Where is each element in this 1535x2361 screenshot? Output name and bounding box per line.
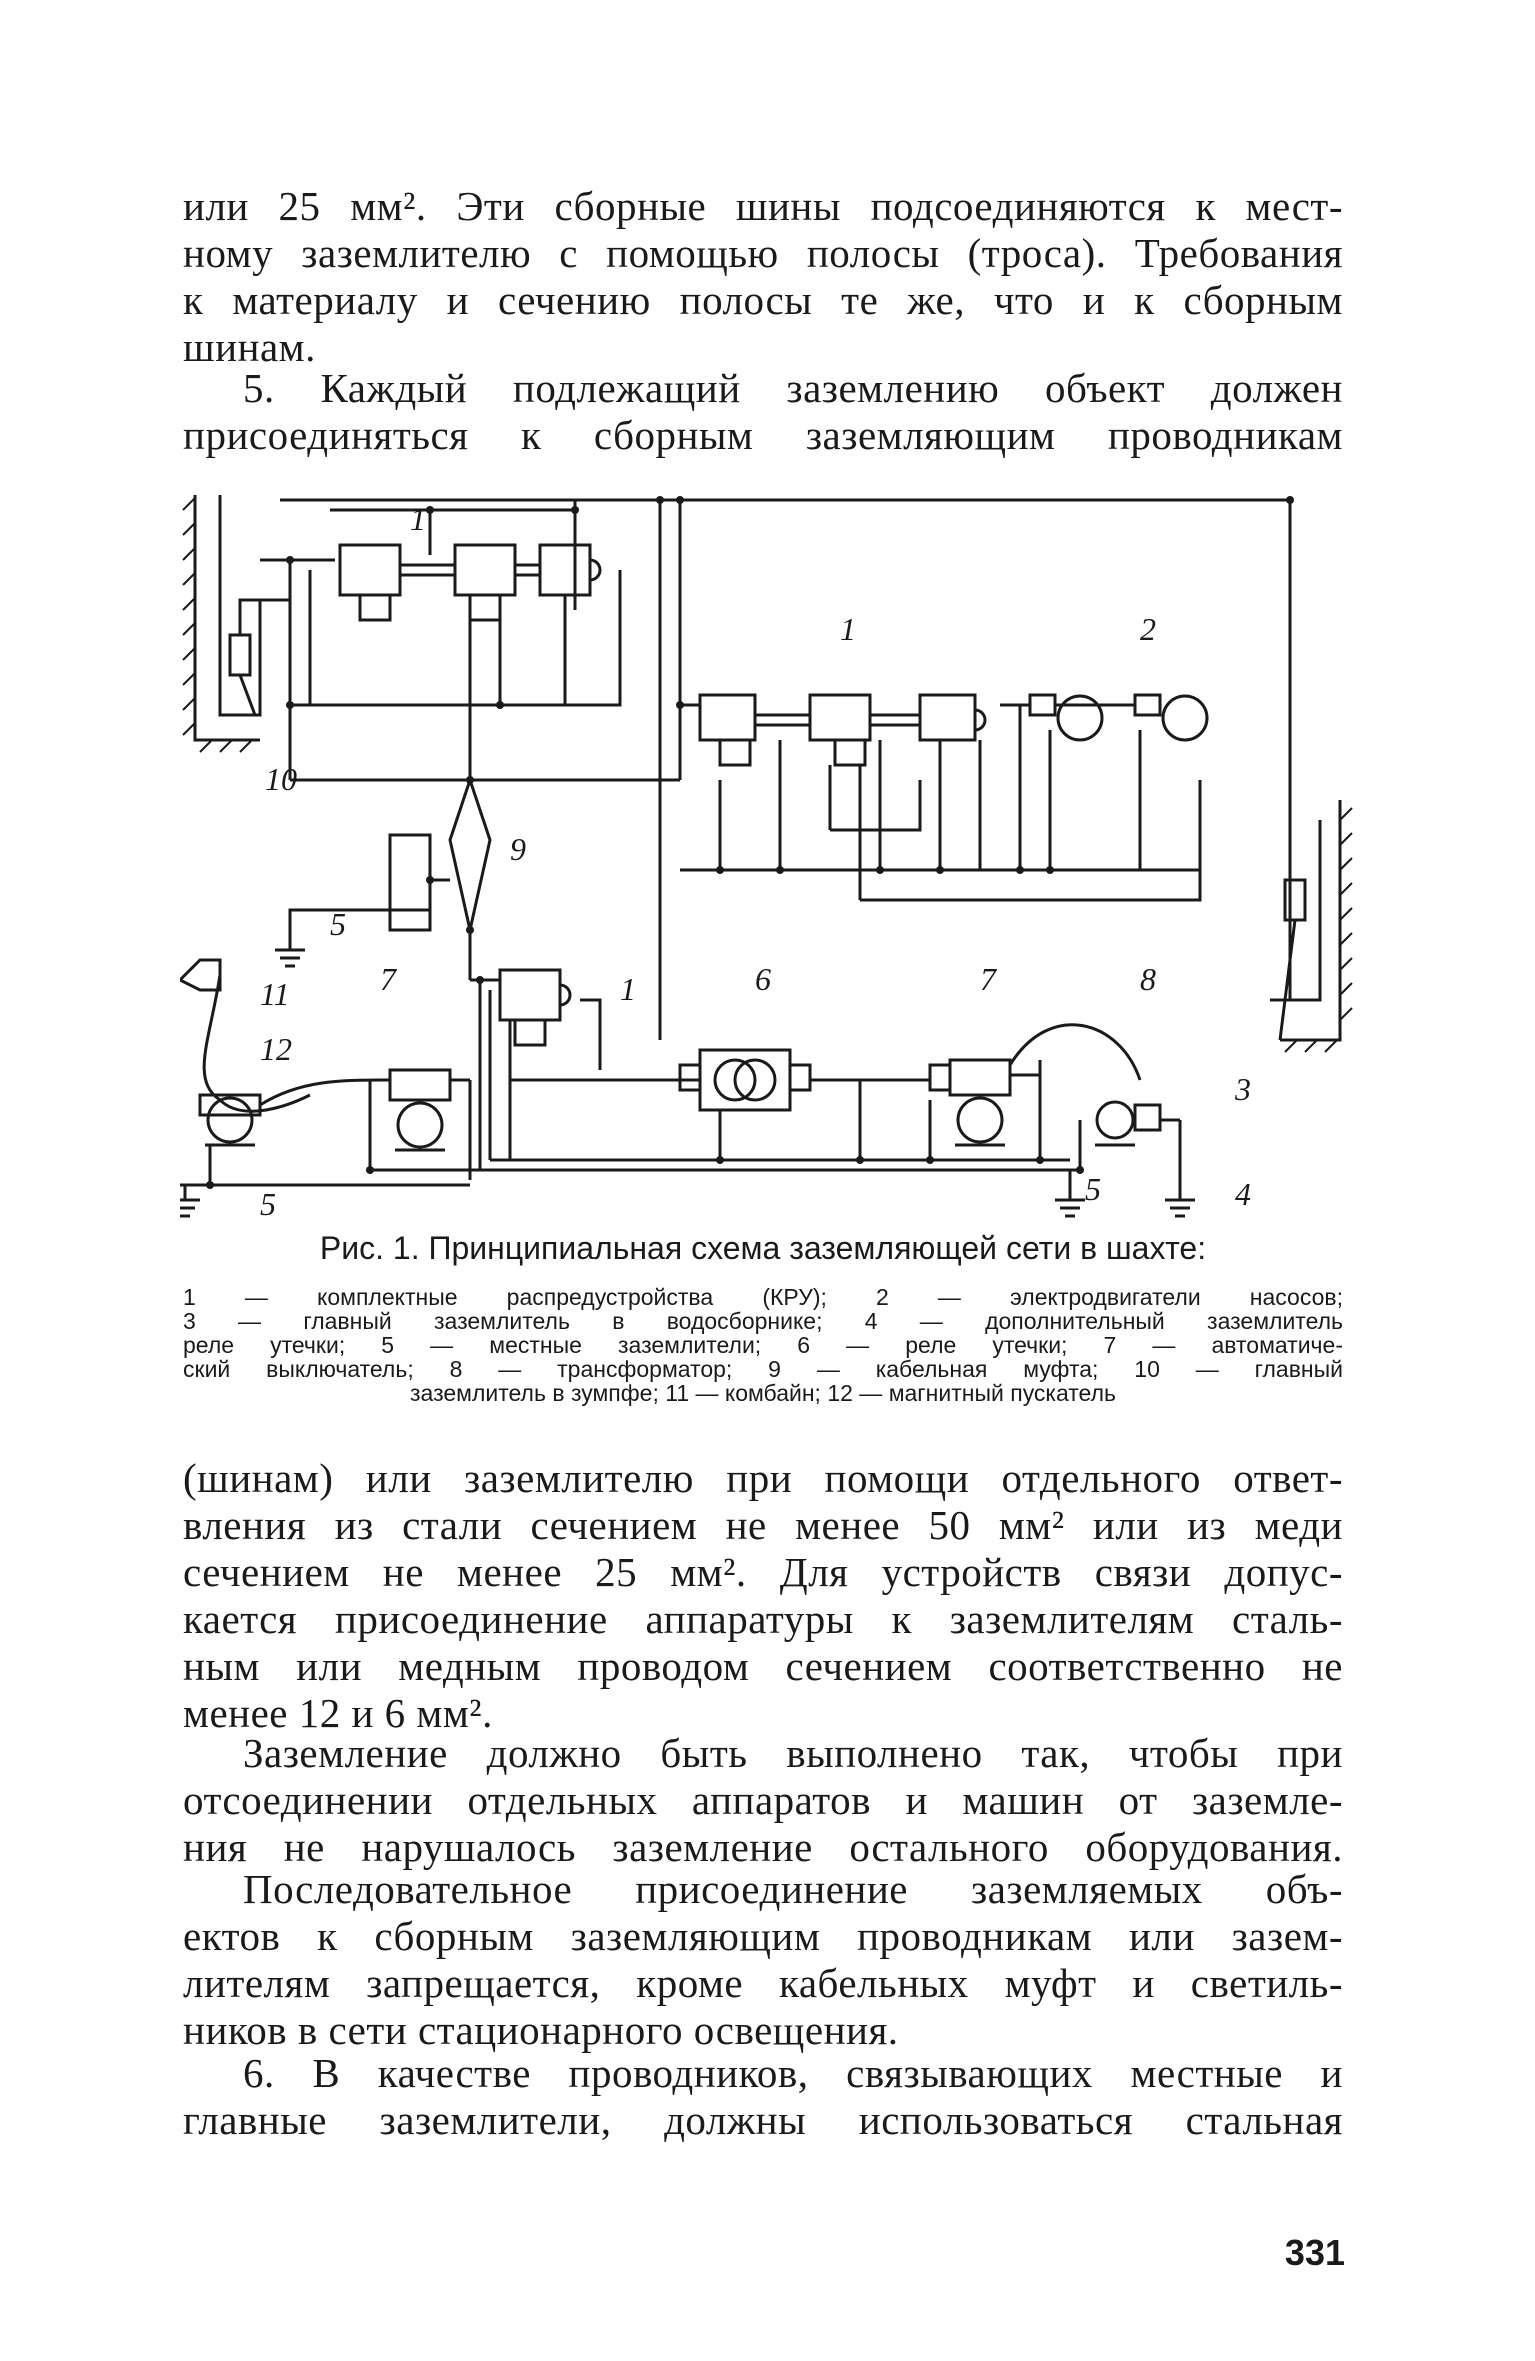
paragraph-5 bbox=[183, 1866, 1343, 2054]
label-6: 6 bbox=[755, 961, 771, 997]
legend-line: заземлитель в зумпфе; 11 — комбайн; 12 — магнитный пускатель bbox=[410, 1380, 1116, 1406]
text-line: (шинам) или заземлителю при помощи отдельного ответ- bbox=[183, 1455, 1343, 1501]
text-line: вления из стали сечением не менее 50 мм² или из меди bbox=[183, 1502, 1343, 1548]
label-7: 7 bbox=[980, 961, 996, 997]
label-12: 12 bbox=[260, 1031, 292, 1067]
text-line: присоединяться к сборным заземляющим проводникам bbox=[183, 412, 1343, 458]
text-line: менее 12 и 6 мм². bbox=[183, 1690, 493, 1736]
label-1: 1 bbox=[620, 971, 636, 1007]
figure-legend bbox=[183, 1285, 1343, 1405]
legend-line: ский выключатель; 8 — трансформатор; 9 — кабельная муфта; 10 — главный bbox=[183, 1356, 1343, 1382]
text-line: 6. В качестве проводников, связывающих местные и bbox=[243, 2050, 1343, 2096]
text-line: кается присоединение аппаратуры к заземлителям сталь- bbox=[183, 1596, 1343, 1642]
text-line: лителям запрещается, кроме кабельных муфт и светиль- bbox=[183, 1960, 1343, 2006]
label-3: 3 bbox=[1235, 1071, 1251, 1107]
label-5: 5 bbox=[330, 906, 346, 942]
text-line: сечением не менее 25 мм². Для устройств связи допус- bbox=[183, 1549, 1343, 1595]
paragraph-6 bbox=[183, 2050, 1343, 2144]
text-line: или 25 мм². Эти сборные шины подсоединяются к мест- bbox=[183, 183, 1343, 229]
paragraph-2 bbox=[183, 365, 1343, 459]
label-11: 11 bbox=[260, 976, 290, 1012]
label-5: 5 bbox=[260, 1186, 276, 1222]
figure-caption-title: Рис. 1. Принципиальная схема заземляющей сети в шахте: bbox=[319, 1230, 1207, 1266]
label-5: 5 bbox=[1085, 1171, 1101, 1207]
text-line: ному заземлителю с помощью полосы (троса). Требования bbox=[183, 230, 1343, 276]
text-line: шинам. bbox=[183, 324, 316, 370]
grounding-network-schematic bbox=[180, 480, 1360, 1240]
text-line: Заземление должно быть выполнено так, чтобы при bbox=[243, 1730, 1343, 1776]
paragraph-1 bbox=[183, 183, 1343, 371]
text-line: 5. Каждый подлежащий заземлению объект должен bbox=[243, 365, 1343, 411]
legend-line: 3 — главный заземлитель в водосборнике; 4 — дополнительный заземлитель bbox=[183, 1308, 1343, 1334]
text-line: ния не нарушалось заземление остального оборудования. bbox=[183, 1824, 1343, 1870]
text-line: ектов к сборным заземляющим проводникам или зазем- bbox=[183, 1913, 1343, 1959]
label-1: 1 bbox=[410, 501, 426, 537]
label-9: 9 bbox=[510, 831, 526, 867]
legend-line: реле утечки; 5 — местные заземлители; 6 — реле утечки; 7 — автоматиче- bbox=[183, 1332, 1343, 1358]
label-7: 7 bbox=[380, 961, 396, 997]
text-line: ным или медным проводом сечением соответственно не bbox=[183, 1643, 1343, 1689]
label-4: 4 bbox=[1235, 1176, 1251, 1212]
paragraph-3 bbox=[183, 1455, 1343, 1737]
text-line: Последовательное присоединение заземляемых объ- bbox=[243, 1866, 1343, 1912]
text-line: главные заземлители, должны использоваться стальная bbox=[183, 2097, 1343, 2143]
text-line: к материалу и сечению полосы те же, что и к сборным bbox=[183, 277, 1343, 323]
label-1: 1 bbox=[840, 611, 856, 647]
page-number: 331 bbox=[1284, 2232, 1345, 2273]
label-8: 8 bbox=[1140, 961, 1156, 997]
text-line: отсоединении отдельных аппаратов и машин от заземле- bbox=[183, 1777, 1343, 1823]
legend-line: 1 — комплектные распредустройства (КРУ); 2 — электродвигатели насосов; bbox=[183, 1284, 1343, 1310]
label-2: 2 bbox=[1140, 611, 1156, 647]
paragraph-4 bbox=[183, 1730, 1343, 1871]
label-10: 10 bbox=[265, 761, 297, 797]
text-line: ников в сети стационарного освещения. bbox=[183, 2007, 899, 2053]
